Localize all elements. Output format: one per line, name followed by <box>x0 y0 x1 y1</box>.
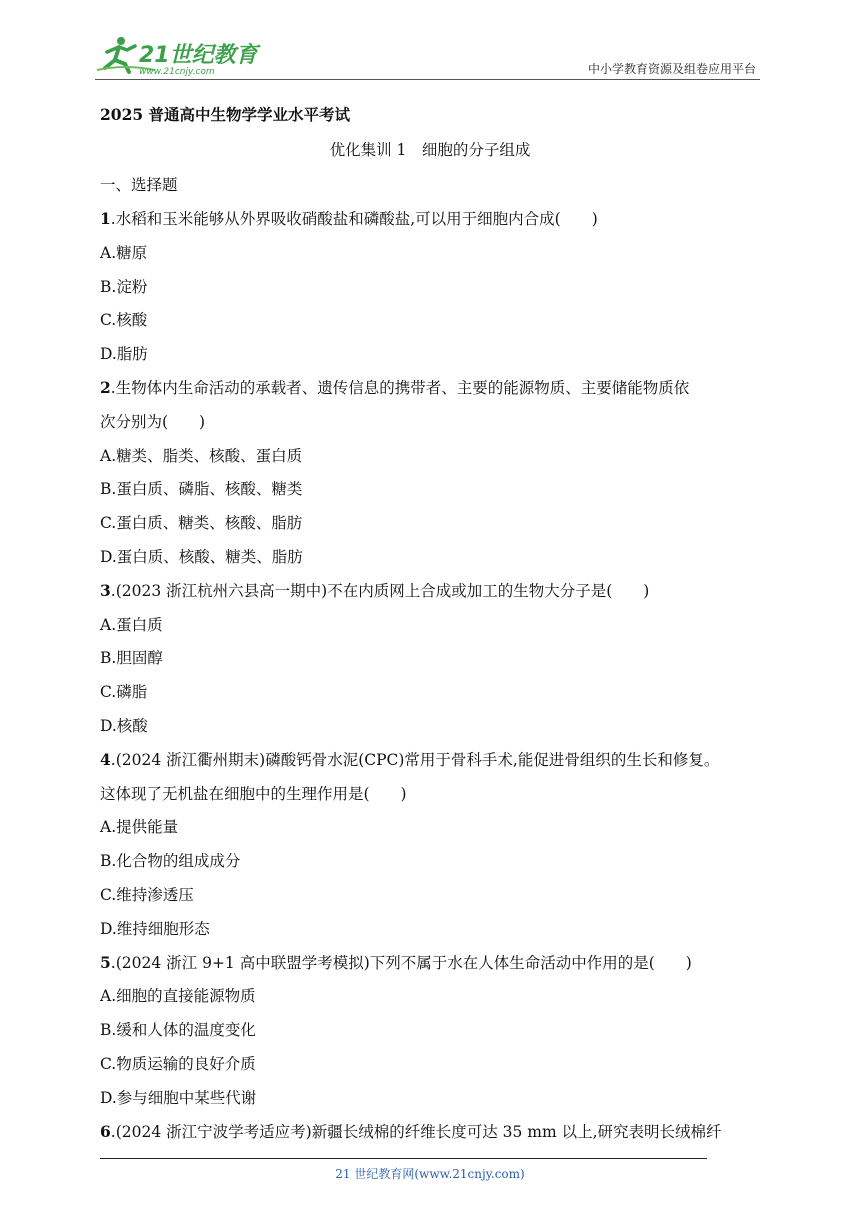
question-stem <box>100 951 692 973</box>
question-stem <box>100 376 689 398</box>
question-text: 这体现了无机盐在细胞中的生理作用是( ) <box>100 784 407 803</box>
answer-option[interactable]: C.核酸 <box>100 311 148 330</box>
answer-option[interactable]: A.糖类、脂类、核酸、蛋白质 <box>100 446 303 465</box>
question-number: 2 <box>100 378 111 397</box>
question-number: 6 <box>100 1121 111 1141</box>
question-stem <box>100 207 598 229</box>
question-number: 3 <box>100 580 111 600</box>
answer-option[interactable]: D.参与细胞中某些代谢 <box>100 1088 257 1107</box>
answer-option[interactable]: A.糖原 <box>100 243 148 262</box>
header-divider <box>95 79 760 80</box>
footer-divider <box>100 1158 707 1159</box>
question-stem <box>100 410 205 432</box>
question-text: .水稻和玉米能够从外界吸收硝酸盐和磷酸盐,可以用于细胞内合成( ) <box>110 210 598 228</box>
answer-option[interactable]: B.胆固醇 <box>100 649 163 668</box>
question-stem <box>100 579 649 601</box>
answer-option[interactable]: D.核酸 <box>100 717 148 735</box>
answer-option[interactable]: B.缓和人体的温度变化 <box>100 1021 256 1040</box>
question-stem <box>100 1120 722 1142</box>
question-text: .(2024 浙江 9+1 高中联盟学考模拟)下列不属于水在人体生命活动中作用的是( ) <box>110 953 692 972</box>
logo-url: www.21cnjy.com <box>139 67 215 77</box>
page-header <box>0 0 860 90</box>
question-number: 4 <box>100 749 111 769</box>
question-text: .生物体内生命活动的承载者、遗传信息的携带者、主要的能源物质、主要储能物质依 <box>110 379 690 397</box>
runner-logo-icon <box>95 34 265 78</box>
answer-option[interactable]: D.脂肪 <box>100 345 148 364</box>
footer-link[interactable]: 21 世纪教育网(www.21cnjy.com) <box>335 1167 525 1181</box>
answer-option[interactable]: C.物质运输的良好介质 <box>100 1055 256 1073</box>
answer-option[interactable]: A.蛋白质 <box>100 615 163 634</box>
answer-option[interactable]: B.淀粉 <box>100 277 148 296</box>
logo-text: 21世纪教育 <box>139 43 258 68</box>
document-subtitle: 优化集训 1 细胞的分子组成 <box>329 141 531 159</box>
question-stem <box>100 748 719 770</box>
question-number: 1 <box>100 209 111 228</box>
platform-label: 中小学教育资源及组卷应用平台 <box>587 62 756 76</box>
section-heading: 一、选择题 <box>100 176 178 194</box>
answer-option[interactable]: B.化合物的组成成分 <box>100 852 241 871</box>
answer-option[interactable]: D.蛋白质、核酸、糖类、脂肪 <box>100 548 303 566</box>
answer-option[interactable]: B.蛋白质、磷脂、核酸、糖类 <box>100 480 303 499</box>
answer-option[interactable]: D.维持细胞形态 <box>100 919 210 938</box>
document-title: 2025 普通高中生物学学业水平考试 <box>100 105 351 124</box>
question-stem <box>100 782 407 804</box>
answer-option[interactable]: A.提供能量 <box>100 818 179 837</box>
answer-option[interactable]: C.维持渗透压 <box>100 886 194 904</box>
question-number: 5 <box>100 952 111 972</box>
answer-option[interactable]: C.蛋白质、糖类、核酸、脂肪 <box>100 514 303 533</box>
question-text: 次分别为( ) <box>100 412 206 431</box>
answer-option[interactable]: A.细胞的直接能源物质 <box>100 987 256 1006</box>
site-logo[interactable] <box>95 34 265 78</box>
question-text: .(2024 浙江宁波学考适应考)新疆长绒棉的纤维长度可达 35 mm 以上,研究表明长绒棉纤 <box>110 1122 722 1141</box>
answer-option[interactable]: C.磷脂 <box>100 683 148 702</box>
question-text: .(2024 浙江衢州期末)磷酸钙骨水泥(CPC)常用于骨科手术,能促进骨组织的生长和修复。 <box>110 750 720 769</box>
question-text: .(2023 浙江杭州六县高一期中)不在内质网上合成或加工的生物大分子是( ) <box>110 581 650 600</box>
